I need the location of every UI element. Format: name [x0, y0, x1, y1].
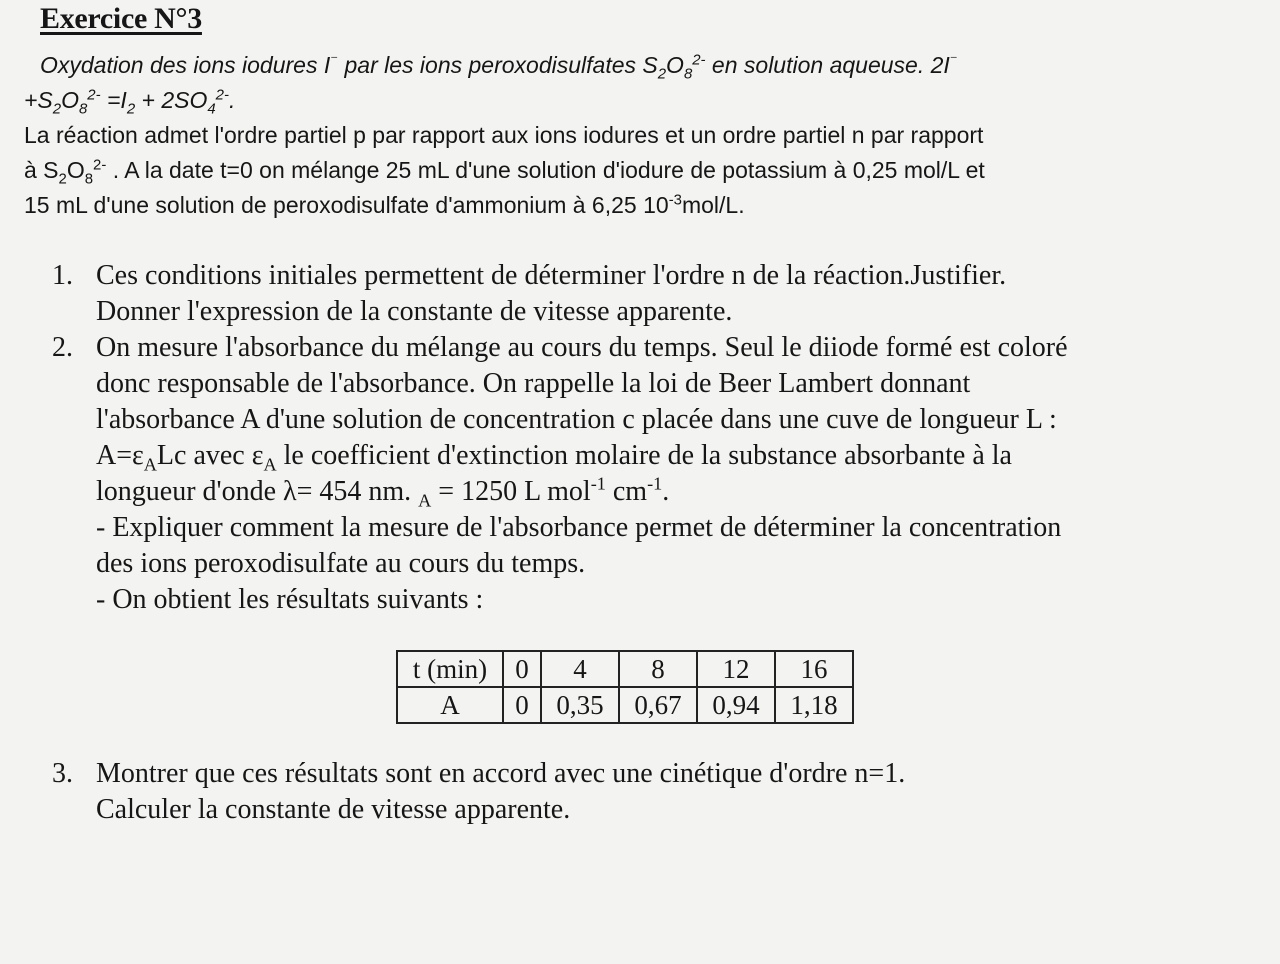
- questions-list: [52, 258, 1252, 618]
- table-cell: 0: [503, 687, 541, 723]
- question-2-line-4: $A=\varepsilon_ALc$ avec $\varepsilon_A$ le coefficient d'extinction molaire de la substance absorbante à la: [96, 440, 1012, 475]
- question-1-line-1: Ces conditions initiales permettent de déterminer l'ordre n de la réaction.Justifier.: [96, 260, 1007, 291]
- question-2-line-1: On mesure l'absorbance du mélange au cours du temps. Seul le diiode formé est coloré: [96, 332, 1068, 363]
- table-cell: 16: [775, 651, 853, 687]
- question-2-line-3: l'absorbance A d'une solution de concentration c placée dans une cuve de longueur L :: [96, 404, 1057, 435]
- table-cell: 0: [503, 651, 541, 687]
- question-2-line-2: donc responsable de l'absorbance. On rappelle la loi de Beer Lambert donnant: [96, 368, 971, 399]
- intro-line-2: $+S_2O_8^{2-} =I_2 + 2SO_4^{2-}$.: [24, 86, 236, 118]
- table-cell: 8: [619, 651, 697, 687]
- intro-line-1: Oxydation des ions iodures I⁻ par les ions peroxodisulfates $S_2O_8^{2-}$ en solution aqueuse. 2I⁻: [40, 51, 958, 83]
- question-2-line-6: - Expliquer comment la mesure de l'absorbance permet de déterminer la concentration: [96, 512, 1062, 543]
- question-2-line-8: - On obtient les résultats suivants :: [96, 584, 484, 615]
- question-1-line-2: Donner l'expression de la constante de vitesse apparente.: [96, 296, 733, 327]
- table-cell: 0,35: [541, 687, 619, 723]
- intro-line-4: à $S_2O_8^{2-}$ . A la date t=0 on mélange 25 mL d'une solution d'iodure de potassium à 0,25 mol/L et: [24, 156, 985, 188]
- question-2-line-5: longueur d'onde λ= 454 nm. $_A$ = 1250 L mol$^{-1}$ $cm^{-1}$.: [96, 473, 670, 511]
- question-3-line-1: Montrer que ces résultats sont en accord avec une cinétique d'ordre n=1.: [96, 758, 906, 789]
- problem-statement: [24, 48, 1264, 223]
- table-cell: t (min): [397, 651, 503, 687]
- question-1: [52, 258, 1252, 330]
- question-number: 2.: [52, 332, 73, 363]
- table-row-absorbance: [397, 687, 853, 723]
- table-cell: 0,67: [619, 687, 697, 723]
- question-number: 3.: [52, 758, 73, 789]
- table-cell: A: [397, 687, 503, 723]
- table-row-time: [397, 651, 853, 687]
- table-cell: 12: [697, 651, 775, 687]
- question-number: 1.: [52, 260, 73, 291]
- exercise-title: Exercice N°3: [40, 2, 202, 35]
- results-table: [396, 650, 854, 724]
- intro-line-5: 15 mL d'une solution de peroxodisulfate d'ammonium à 6,25 $10^{-3}mol/L$.: [24, 191, 745, 218]
- table-cell: 1,18: [775, 687, 853, 723]
- table-cell: 4: [541, 651, 619, 687]
- question-3: [52, 756, 1252, 828]
- question-3-line-2: Calculer la constante de vitesse apparente.: [96, 794, 571, 825]
- intro-line-3: La réaction admet l'ordre partiel p par rapport aux ions iodures et un ordre partiel n par rapport: [24, 122, 984, 148]
- question-2-line-7: des ions peroxodisulfate au cours du temps.: [96, 548, 586, 579]
- table-cell: 0,94: [697, 687, 775, 723]
- question-2: [52, 330, 1252, 618]
